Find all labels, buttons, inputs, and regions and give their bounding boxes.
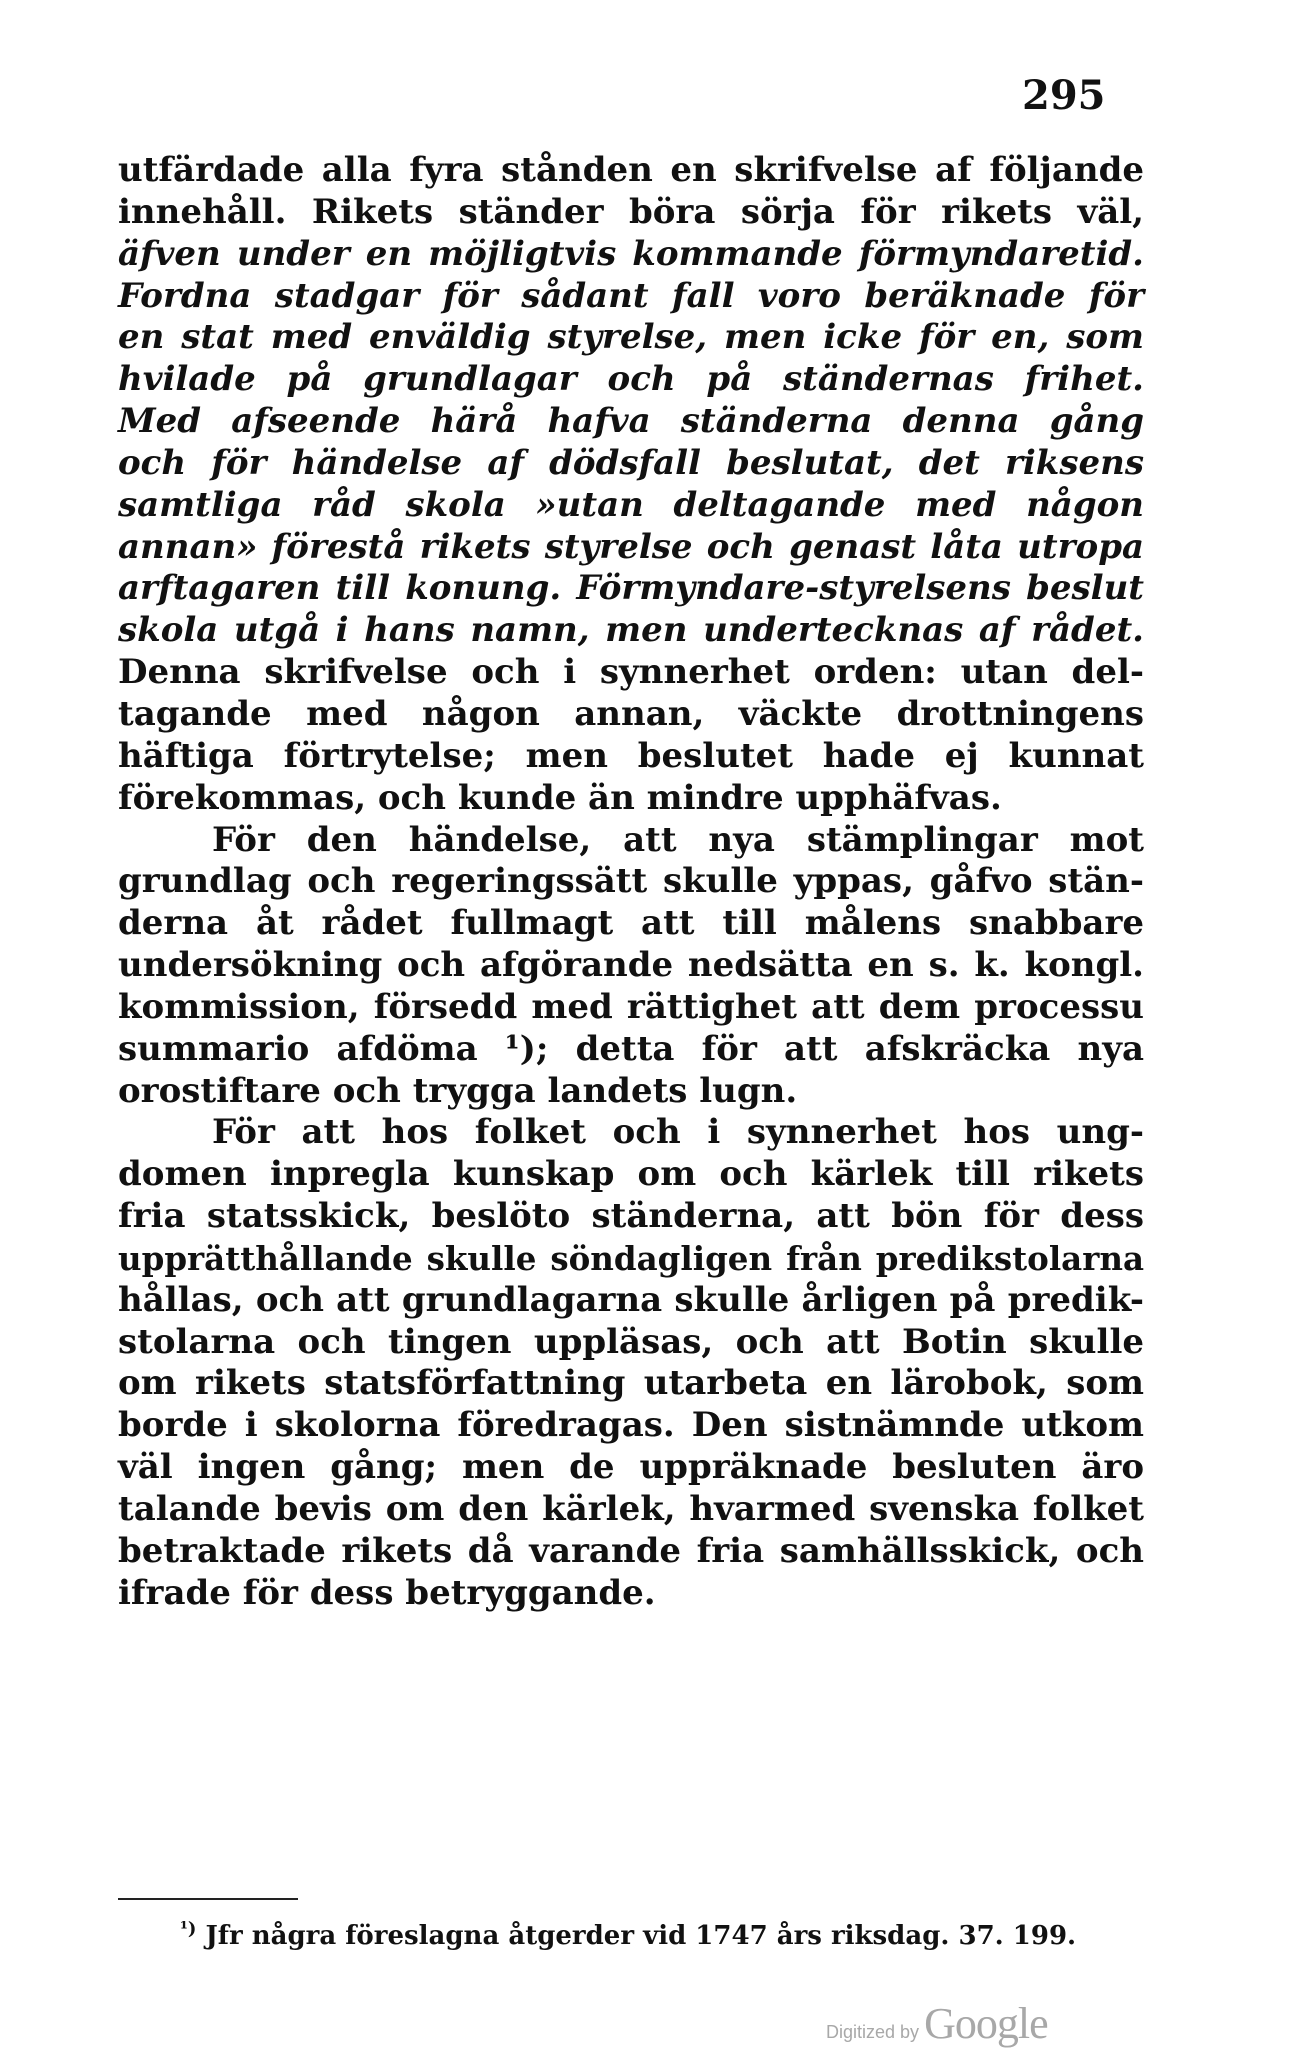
digitized-watermark: [826, 1998, 1156, 2048]
text-line: hållas, och att grundlagarna skulle årligen på predik-: [118, 1279, 1144, 1320]
text-line: samtliga råd skola »utan deltagande med någon: [118, 484, 1144, 525]
text-line: förekommas, och kunde än mindre upphäfvas.: [118, 777, 1002, 818]
text-line: innehåll. Rikets ständer böra sörja för rikets väl,: [118, 191, 1144, 232]
text-line: hvilade på grundlagar och på ständernas frihet.: [118, 359, 1144, 400]
text-line: och för händelse af dödsfall beslutat, det riksens: [118, 442, 1144, 483]
text-line: fria statsskick, beslöto ständerna, att bön för dess: [118, 1196, 1144, 1237]
text-line: annan» förestå rikets styrelse och genast låta utropa: [118, 526, 1144, 567]
text-line: Med afseende härå hafva ständerna denna gång: [118, 401, 1144, 442]
text-line: undersökning och afgörande nedsätta en s. k. kongl.: [118, 945, 1144, 986]
text-line: stolarna och tingen uppläsas, och att Botin skulle: [118, 1321, 1144, 1362]
watermark-prefix: Digitized by: [826, 2022, 920, 2042]
text-line: Fordna stadgar för sådant fall voro beräknade för: [118, 275, 1144, 316]
text-line: skola utgå i hans namn, men undertecknas af rådet.: [118, 610, 1144, 651]
footnote-marker: ¹): [180, 1918, 197, 1940]
text-line: För att hos folket och i synnerhet hos ung-: [212, 1112, 1144, 1153]
text-line: För den händelse, att nya stämplingar mot: [212, 819, 1144, 860]
text-line: derna åt rådet fullmagt att till målens snabbare: [118, 903, 1144, 944]
text-line: arftagaren till konung. Förmyndare-styrelsens beslut: [118, 568, 1144, 609]
text-line: kommission, försedd med rättighet att dem processu: [118, 986, 1144, 1027]
text-line: tagande med någon annan, väckte drottningens: [118, 693, 1144, 734]
watermark-logo: Google: [924, 1999, 1048, 2048]
body-text: [118, 150, 1144, 1615]
text-line: väl ingen gång; men de uppräknade besluten äro: [118, 1447, 1144, 1488]
text-line: en stat med enväldig styrelse, men icke för en, som: [118, 317, 1144, 358]
text-line: upprätthållande skulle söndagligen från predikstolarna: [118, 1238, 1144, 1278]
text-line: borde i skolorna föredragas. Den sistnämnde utkom: [118, 1405, 1144, 1446]
text-line: äfven under en möjligtvis kommande förmyndaretid.: [118, 233, 1144, 274]
text-line: häftiga förtrytelse; men beslutet hade ej kunnat: [118, 735, 1144, 776]
text-line: domen inpregla kunskap om och kärlek till rikets: [118, 1154, 1144, 1195]
text-line: summario afdöma ¹); detta för att afskräcka nya: [118, 1028, 1144, 1069]
text-line: betraktade rikets då varande fria samhällsskick, och: [118, 1530, 1144, 1571]
footnote-text: Jfr några föreslagna åtgerder vid 1747 års riksdag. 37. 199.: [205, 1921, 1077, 1951]
footnote: [180, 1918, 1140, 1954]
text-line: orostiftare och trygga landets lugn.: [118, 1070, 798, 1111]
text-line: talande bevis om den kärlek, hvarmed svenska folket: [118, 1489, 1144, 1529]
page-number: 295: [1022, 72, 1106, 119]
text-line: ifrade för dess betryggande.: [118, 1572, 656, 1613]
footnote-divider: [118, 1898, 298, 1900]
text-line: Denna skrifvelse och i synnerhet orden: utan del-: [118, 652, 1144, 693]
text-line: grundlag och regeringssätt skulle yppas, gåfvo stän-: [118, 861, 1144, 902]
text-line: om rikets statsförfattning utarbeta en lärobok, som: [118, 1363, 1144, 1404]
text-line: utfärdade alla fyra stånden en skrifvelse af följande: [118, 150, 1144, 190]
